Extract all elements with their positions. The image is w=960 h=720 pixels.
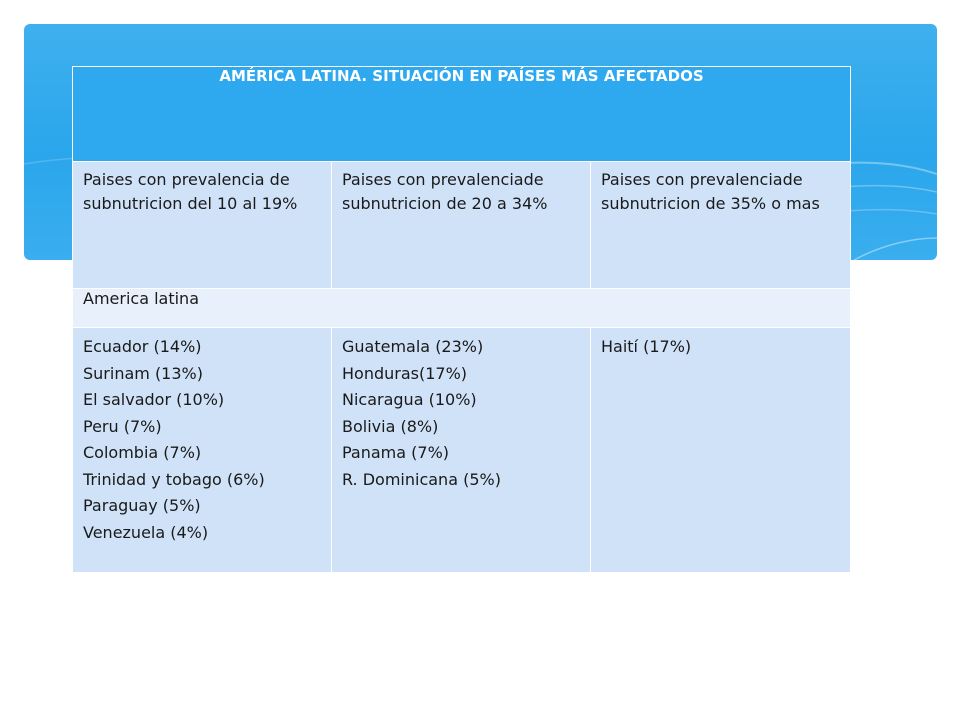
prevalence-table [72, 66, 851, 573]
country-item: Colombia (7%) [83, 443, 202, 462]
header-cell-20-34: Paises con prevalenciade subnutricion de 20 a 34% [332, 162, 591, 289]
country-item: Ecuador (14%) [83, 337, 202, 356]
countries-cell-35-plus [591, 328, 851, 573]
country-item: Haití (17%) [601, 337, 692, 356]
country-item: Guatemala (23%) [342, 337, 484, 356]
country-item: Panama (7%) [342, 443, 450, 462]
country-item: Venezuela (4%) [83, 522, 209, 542]
region-label: America latina [73, 289, 851, 328]
country-item: Surinam (13%) [83, 363, 203, 383]
region-row [73, 289, 851, 328]
header-cell-10-19: Paises con prevalencia de subnutricion del 10 al 19% [73, 162, 332, 289]
table-title-row [73, 67, 851, 162]
header-cell-35-plus: Paises con prevalenciade subnutricion de 35% o mas [591, 162, 851, 289]
country-item: El salvador (10%) [83, 390, 225, 409]
country-item: Honduras(17%) [342, 363, 468, 383]
country-item: R. Dominicana (5%) [342, 469, 501, 489]
country-item: Paraguay (5%) [83, 496, 201, 515]
country-item: Bolivia (8%) [342, 416, 439, 436]
country-item: Trinidad y tobago (6%) [83, 469, 265, 489]
country-item: Nicaragua (10%) [342, 390, 477, 409]
countries-cell-20-34 [332, 328, 591, 573]
table-title: AMÉRICA LATINA. SITUACIÓN EN PAÍSES MÁS AFECTADOS [73, 67, 851, 162]
country-item: Peru (7%) [83, 416, 162, 436]
table-header-row [73, 162, 851, 289]
table-row [73, 328, 851, 573]
countries-cell-10-19 [73, 328, 332, 573]
